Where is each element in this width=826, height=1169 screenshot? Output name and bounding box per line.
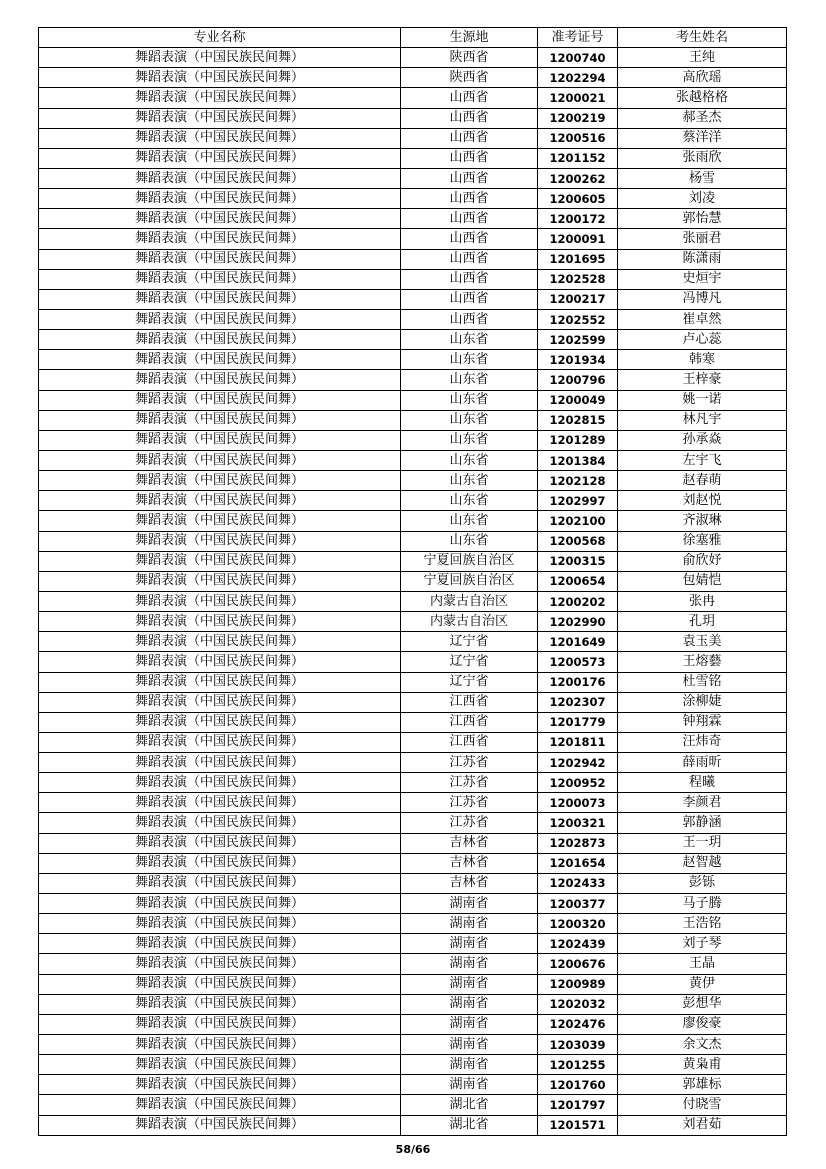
cell-origin: 湖南省	[401, 1035, 538, 1055]
header-origin: 生源地	[401, 28, 538, 48]
cell-origin: 湖北省	[401, 1095, 538, 1115]
cell-student-name: 王梓豪	[618, 370, 787, 390]
cell-student-name: 张雨欣	[618, 148, 787, 168]
cell-exam-id: 1200217	[538, 289, 618, 309]
cell-exam-id: 1202552	[538, 309, 618, 329]
cell-major: 舞蹈表演（中国民族民间舞）	[39, 1115, 401, 1135]
cell-exam-id: 1202476	[538, 1014, 618, 1034]
cell-student-name: 薛雨昕	[618, 753, 787, 773]
cell-major: 舞蹈表演（中国民族民间舞）	[39, 833, 401, 853]
cell-origin: 宁夏回族自治区	[401, 551, 538, 571]
cell-student-name: 张冉	[618, 591, 787, 611]
cell-major: 舞蹈表演（中国民族民间舞）	[39, 732, 401, 752]
admission-list-table	[38, 27, 787, 1136]
header-major: 专业名称	[39, 28, 401, 48]
cell-exam-id: 1202128	[538, 471, 618, 491]
cell-origin: 山东省	[401, 430, 538, 450]
table-row	[39, 68, 787, 88]
cell-origin: 江西省	[401, 732, 538, 752]
cell-exam-id: 1201649	[538, 632, 618, 652]
cell-student-name: 郭静涵	[618, 813, 787, 833]
cell-student-name: 郝圣杰	[618, 108, 787, 128]
cell-major: 舞蹈表演（中国民族民间舞）	[39, 450, 401, 470]
cell-origin: 山东省	[401, 471, 538, 491]
cell-exam-id: 1200073	[538, 793, 618, 813]
cell-origin: 山东省	[401, 450, 538, 470]
cell-origin: 吉林省	[401, 853, 538, 873]
cell-student-name: 汪炜奇	[618, 732, 787, 752]
cell-major: 舞蹈表演（中国民族民间舞）	[39, 289, 401, 309]
cell-major: 舞蹈表演（中国民族民间舞）	[39, 168, 401, 188]
cell-major: 舞蹈表演（中国民族民间舞）	[39, 1055, 401, 1075]
cell-student-name: 张越格格	[618, 88, 787, 108]
cell-major: 舞蹈表演（中国民族民间舞）	[39, 531, 401, 551]
cell-origin: 山东省	[401, 491, 538, 511]
cell-exam-id: 1201811	[538, 732, 618, 752]
cell-student-name: 徐塞雅	[618, 531, 787, 551]
cell-major: 舞蹈表演（中国民族民间舞）	[39, 954, 401, 974]
cell-origin: 湖南省	[401, 894, 538, 914]
cell-major: 舞蹈表演（中国民族民间舞）	[39, 652, 401, 672]
cell-origin: 山西省	[401, 88, 538, 108]
table-row	[39, 712, 787, 732]
cell-major: 舞蹈表演（中国民族民间舞）	[39, 672, 401, 692]
cell-student-name: 王纯	[618, 48, 787, 68]
cell-exam-id: 1201760	[538, 1075, 618, 1095]
table-row	[39, 269, 787, 289]
cell-major: 舞蹈表演（中国民族民间舞）	[39, 712, 401, 732]
table-row	[39, 773, 787, 793]
cell-origin: 山西省	[401, 309, 538, 329]
table-row	[39, 894, 787, 914]
cell-student-name: 杨雪	[618, 168, 787, 188]
cell-exam-id: 1202433	[538, 873, 618, 893]
cell-student-name: 陈潇雨	[618, 249, 787, 269]
cell-major: 舞蹈表演（中国民族民间舞）	[39, 330, 401, 350]
cell-student-name: 刘子琴	[618, 934, 787, 954]
table-row	[39, 632, 787, 652]
table-row	[39, 430, 787, 450]
table-row	[39, 370, 787, 390]
table-row	[39, 148, 787, 168]
cell-major: 舞蹈表演（中国民族民间舞）	[39, 410, 401, 430]
cell-origin: 内蒙古自治区	[401, 612, 538, 632]
table-header-row	[39, 28, 787, 48]
cell-student-name: 付晓雪	[618, 1095, 787, 1115]
table-row	[39, 450, 787, 470]
cell-major: 舞蹈表演（中国民族民间舞）	[39, 994, 401, 1014]
cell-exam-id: 1201654	[538, 853, 618, 873]
cell-exam-id: 1200172	[538, 209, 618, 229]
page-number: 58/66	[395, 1143, 431, 1156]
table-row	[39, 390, 787, 410]
cell-exam-id: 1203039	[538, 1035, 618, 1055]
cell-student-name: 冯博凡	[618, 289, 787, 309]
cell-exam-id: 1200320	[538, 914, 618, 934]
cell-origin: 湖南省	[401, 934, 538, 954]
table-row	[39, 551, 787, 571]
cell-major: 舞蹈表演（中国民族民间舞）	[39, 591, 401, 611]
cell-student-name: 左宇飞	[618, 450, 787, 470]
table-row	[39, 128, 787, 148]
cell-student-name: 包婧恺	[618, 571, 787, 591]
cell-major: 舞蹈表演（中国民族民间舞）	[39, 229, 401, 249]
cell-student-name: 彭想华	[618, 994, 787, 1014]
cell-exam-id: 1200219	[538, 108, 618, 128]
cell-major: 舞蹈表演（中国民族民间舞）	[39, 632, 401, 652]
cell-student-name: 郭雄标	[618, 1075, 787, 1095]
cell-exam-id: 1200796	[538, 370, 618, 390]
table-row	[39, 1035, 787, 1055]
cell-major: 舞蹈表演（中国民族民间舞）	[39, 350, 401, 370]
cell-student-name: 刘凌	[618, 189, 787, 209]
cell-exam-id: 1201797	[538, 1095, 618, 1115]
cell-origin: 山东省	[401, 511, 538, 531]
cell-origin: 山西省	[401, 209, 538, 229]
cell-exam-id: 1201255	[538, 1055, 618, 1075]
cell-major: 舞蹈表演（中国民族民间舞）	[39, 148, 401, 168]
cell-exam-id: 1202100	[538, 511, 618, 531]
table-row	[39, 753, 787, 773]
cell-exam-id: 1201571	[538, 1115, 618, 1135]
cell-exam-id: 1201695	[538, 249, 618, 269]
cell-origin: 江西省	[401, 712, 538, 732]
cell-major: 舞蹈表演（中国民族民间舞）	[39, 249, 401, 269]
cell-origin: 山东省	[401, 350, 538, 370]
table-row	[39, 88, 787, 108]
cell-major: 舞蹈表演（中国民族民间舞）	[39, 753, 401, 773]
cell-exam-id: 1200049	[538, 390, 618, 410]
cell-major: 舞蹈表演（中国民族民间舞）	[39, 773, 401, 793]
cell-major: 舞蹈表演（中国民族民间舞）	[39, 612, 401, 632]
header-exam-id: 准考证号	[538, 28, 618, 48]
cell-origin: 陕西省	[401, 48, 538, 68]
cell-exam-id: 1200516	[538, 128, 618, 148]
cell-student-name: 李颜君	[618, 793, 787, 813]
cell-major: 舞蹈表演（中国民族民间舞）	[39, 511, 401, 531]
table-row	[39, 652, 787, 672]
cell-origin: 山东省	[401, 390, 538, 410]
table-row	[39, 813, 787, 833]
cell-origin: 江苏省	[401, 753, 538, 773]
table-row	[39, 531, 787, 551]
table-row	[39, 309, 787, 329]
cell-origin: 湖南省	[401, 914, 538, 934]
cell-origin: 山西省	[401, 289, 538, 309]
cell-origin: 吉林省	[401, 833, 538, 853]
cell-major: 舞蹈表演（中国民族民间舞）	[39, 1095, 401, 1115]
cell-exam-id: 1202307	[538, 692, 618, 712]
cell-origin: 山西省	[401, 128, 538, 148]
cell-exam-id: 1200262	[538, 168, 618, 188]
cell-exam-id: 1200568	[538, 531, 618, 551]
cell-major: 舞蹈表演（中国民族民间舞）	[39, 914, 401, 934]
cell-origin: 江苏省	[401, 773, 538, 793]
cell-student-name: 蔡洋洋	[618, 128, 787, 148]
cell-origin: 辽宁省	[401, 632, 538, 652]
cell-major: 舞蹈表演（中国民族民间舞）	[39, 471, 401, 491]
cell-origin: 江苏省	[401, 793, 538, 813]
table-row	[39, 249, 787, 269]
cell-origin: 宁夏回族自治区	[401, 571, 538, 591]
cell-student-name: 王晶	[618, 954, 787, 974]
table-row	[39, 692, 787, 712]
table-row	[39, 350, 787, 370]
table-row	[39, 410, 787, 430]
cell-origin: 湖南省	[401, 994, 538, 1014]
cell-major: 舞蹈表演（中国民族民间舞）	[39, 894, 401, 914]
cell-student-name: 郭怡慧	[618, 209, 787, 229]
cell-exam-id: 1202997	[538, 491, 618, 511]
cell-student-name: 王一玥	[618, 833, 787, 853]
cell-origin: 山东省	[401, 410, 538, 430]
cell-major: 舞蹈表演（中国民族民间舞）	[39, 1035, 401, 1055]
cell-origin: 内蒙古自治区	[401, 591, 538, 611]
cell-exam-id: 1200740	[538, 48, 618, 68]
cell-exam-id: 1200377	[538, 894, 618, 914]
table-row	[39, 793, 787, 813]
cell-student-name: 刘赵悦	[618, 491, 787, 511]
cell-exam-id: 1202032	[538, 994, 618, 1014]
table-row	[39, 1075, 787, 1095]
cell-origin: 江西省	[401, 692, 538, 712]
cell-major: 舞蹈表演（中国民族民间舞）	[39, 88, 401, 108]
cell-exam-id: 1200202	[538, 591, 618, 611]
cell-exam-id: 1202990	[538, 612, 618, 632]
cell-exam-id: 1200321	[538, 813, 618, 833]
table-row	[39, 591, 787, 611]
cell-exam-id: 1202528	[538, 269, 618, 289]
table-row	[39, 954, 787, 974]
cell-student-name: 马子腾	[618, 894, 787, 914]
cell-student-name: 王熔藝	[618, 652, 787, 672]
table-row	[39, 471, 787, 491]
cell-major: 舞蹈表演（中国民族民间舞）	[39, 974, 401, 994]
cell-origin: 湖南省	[401, 974, 538, 994]
table-row	[39, 330, 787, 350]
table-row	[39, 994, 787, 1014]
cell-origin: 江苏省	[401, 813, 538, 833]
cell-origin: 湖南省	[401, 1014, 538, 1034]
table-row	[39, 48, 787, 68]
cell-student-name: 孔玥	[618, 612, 787, 632]
table-row	[39, 209, 787, 229]
cell-exam-id: 1200573	[538, 652, 618, 672]
cell-student-name: 高欣瑶	[618, 68, 787, 88]
cell-student-name: 卢心蕊	[618, 330, 787, 350]
cell-exam-id: 1200605	[538, 189, 618, 209]
cell-student-name: 俞欣妤	[618, 551, 787, 571]
cell-student-name: 余文杰	[618, 1035, 787, 1055]
cell-student-name: 崔卓然	[618, 309, 787, 329]
cell-exam-id: 1200989	[538, 974, 618, 994]
cell-student-name: 赵智越	[618, 853, 787, 873]
cell-major: 舞蹈表演（中国民族民间舞）	[39, 873, 401, 893]
cell-exam-id: 1200952	[538, 773, 618, 793]
cell-student-name: 赵春萌	[618, 471, 787, 491]
cell-major: 舞蹈表演（中国民族民间舞）	[39, 209, 401, 229]
cell-major: 舞蹈表演（中国民族民间舞）	[39, 128, 401, 148]
cell-origin: 山东省	[401, 531, 538, 551]
table-row	[39, 511, 787, 531]
cell-student-name: 史烜宇	[618, 269, 787, 289]
cell-exam-id: 1200021	[538, 88, 618, 108]
table-row	[39, 612, 787, 632]
cell-major: 舞蹈表演（中国民族民间舞）	[39, 370, 401, 390]
table-row	[39, 672, 787, 692]
cell-origin: 山西省	[401, 249, 538, 269]
cell-exam-id: 1202294	[538, 68, 618, 88]
table-row	[39, 229, 787, 249]
cell-origin: 辽宁省	[401, 652, 538, 672]
cell-student-name: 黄枭甫	[618, 1055, 787, 1075]
cell-student-name: 涂柳婕	[618, 692, 787, 712]
cell-exam-id: 1202439	[538, 934, 618, 954]
cell-student-name: 袁玉美	[618, 632, 787, 652]
cell-exam-id: 1201934	[538, 350, 618, 370]
cell-major: 舞蹈表演（中国民族民间舞）	[39, 390, 401, 410]
cell-major: 舞蹈表演（中国民族民间舞）	[39, 309, 401, 329]
cell-student-name: 彭铄	[618, 873, 787, 893]
cell-major: 舞蹈表演（中国民族民间舞）	[39, 1014, 401, 1034]
table-row	[39, 1055, 787, 1075]
header-student-name: 考生姓名	[618, 28, 787, 48]
cell-major: 舞蹈表演（中国民族民间舞）	[39, 853, 401, 873]
table-row	[39, 873, 787, 893]
table-row	[39, 168, 787, 188]
table-row	[39, 189, 787, 209]
cell-origin: 山东省	[401, 330, 538, 350]
table-row	[39, 974, 787, 994]
table-row	[39, 1095, 787, 1115]
cell-exam-id: 1201289	[538, 430, 618, 450]
cell-exam-id: 1200091	[538, 229, 618, 249]
table-row	[39, 934, 787, 954]
cell-student-name: 钟翔霖	[618, 712, 787, 732]
cell-exam-id: 1201384	[538, 450, 618, 470]
table-row	[39, 732, 787, 752]
cell-student-name: 韩寒	[618, 350, 787, 370]
cell-major: 舞蹈表演（中国民族民间舞）	[39, 48, 401, 68]
cell-exam-id: 1201152	[538, 148, 618, 168]
cell-exam-id: 1200315	[538, 551, 618, 571]
cell-major: 舞蹈表演（中国民族民间舞）	[39, 793, 401, 813]
cell-student-name: 黄伊	[618, 974, 787, 994]
cell-exam-id: 1200176	[538, 672, 618, 692]
cell-major: 舞蹈表演（中国民族民间舞）	[39, 1075, 401, 1095]
cell-exam-id: 1202873	[538, 833, 618, 853]
table-row	[39, 289, 787, 309]
table-row	[39, 833, 787, 853]
cell-student-name: 林凡宇	[618, 410, 787, 430]
cell-major: 舞蹈表演（中国民族民间舞）	[39, 269, 401, 289]
cell-origin: 湖南省	[401, 954, 538, 974]
cell-student-name: 姚一诺	[618, 390, 787, 410]
cell-major: 舞蹈表演（中国民族民间舞）	[39, 68, 401, 88]
cell-major: 舞蹈表演（中国民族民间舞）	[39, 189, 401, 209]
cell-major: 舞蹈表演（中国民族民间舞）	[39, 551, 401, 571]
cell-major: 舞蹈表演（中国民族民间舞）	[39, 430, 401, 450]
cell-major: 舞蹈表演（中国民族民间舞）	[39, 571, 401, 591]
table-row	[39, 108, 787, 128]
table-row	[39, 491, 787, 511]
cell-student-name: 王浩铭	[618, 914, 787, 934]
table-row	[39, 853, 787, 873]
cell-major: 舞蹈表演（中国民族民间舞）	[39, 934, 401, 954]
cell-major: 舞蹈表演（中国民族民间舞）	[39, 692, 401, 712]
cell-major: 舞蹈表演（中国民族民间舞）	[39, 491, 401, 511]
cell-student-name: 张丽君	[618, 229, 787, 249]
cell-exam-id: 1200654	[538, 571, 618, 591]
cell-student-name: 刘君茹	[618, 1115, 787, 1135]
cell-origin: 湖南省	[401, 1075, 538, 1095]
cell-origin: 吉林省	[401, 873, 538, 893]
cell-exam-id: 1202599	[538, 330, 618, 350]
table-row	[39, 914, 787, 934]
cell-origin: 辽宁省	[401, 672, 538, 692]
cell-student-name: 杜雪铭	[618, 672, 787, 692]
cell-exam-id: 1202942	[538, 753, 618, 773]
cell-student-name: 廖俊豪	[618, 1014, 787, 1034]
table-row	[39, 1115, 787, 1135]
table-row	[39, 1014, 787, 1034]
cell-exam-id: 1200676	[538, 954, 618, 974]
cell-exam-id: 1202815	[538, 410, 618, 430]
cell-student-name: 程曦	[618, 773, 787, 793]
cell-origin: 山西省	[401, 189, 538, 209]
cell-exam-id: 1201779	[538, 712, 618, 732]
cell-origin: 湖北省	[401, 1115, 538, 1135]
cell-major: 舞蹈表演（中国民族民间舞）	[39, 813, 401, 833]
cell-student-name: 齐淑琳	[618, 511, 787, 531]
cell-student-name: 孙承焱	[618, 430, 787, 450]
table-row	[39, 571, 787, 591]
cell-major: 舞蹈表演（中国民族民间舞）	[39, 108, 401, 128]
cell-origin: 山西省	[401, 108, 538, 128]
cell-origin: 山西省	[401, 269, 538, 289]
cell-origin: 山东省	[401, 370, 538, 390]
cell-origin: 湖南省	[401, 1055, 538, 1075]
cell-origin: 山西省	[401, 229, 538, 249]
cell-origin: 山西省	[401, 168, 538, 188]
cell-origin: 山西省	[401, 148, 538, 168]
cell-origin: 陕西省	[401, 68, 538, 88]
